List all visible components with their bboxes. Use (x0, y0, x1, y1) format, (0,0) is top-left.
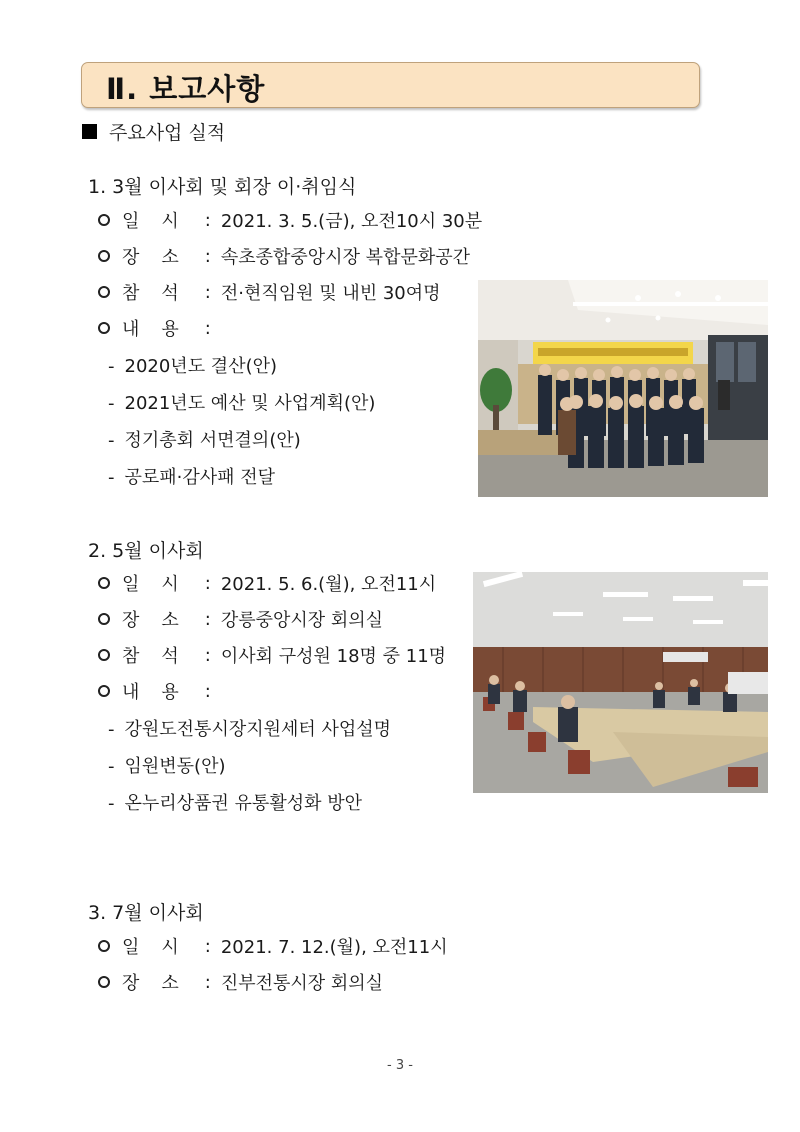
item-1-content-row: 내용 : (98, 315, 221, 341)
date-value: 2021. 7. 12.(월), 오전11시 (220, 937, 448, 958)
item-1-place-row: 장소 : 속초종합중앙시장 복합문화공간 (98, 243, 470, 269)
attend-value: 이사회 구성원 18명 중 11명 (220, 646, 447, 667)
list-item: - 2020년도 결산(안) (108, 356, 278, 377)
circle-bullet-icon (98, 685, 110, 697)
place-value: 강릉중앙시장 회의실 (220, 610, 384, 631)
section-heading-text: 주요사업 실적 (109, 122, 226, 144)
date-label: 일시 (122, 937, 201, 958)
page-title: Ⅱ. 보고사항 (106, 72, 266, 106)
list-item: - 강원도전통시장지원세터 사업설명 (108, 719, 392, 740)
list-item: - 정기총회 서면결의(안) (108, 430, 301, 451)
content-label: 내용 (122, 682, 201, 703)
item-1-heading: 1. 3월 이사회 및 회장 이·취임식 (88, 176, 357, 198)
item-3-date-row: 일시 : 2021. 7. 12.(월), 오전11시 (98, 933, 448, 959)
attend-label: 참석 (122, 646, 201, 667)
section-heading (82, 118, 225, 145)
place-value: 속초종합중앙시장 복합문화공간 (220, 247, 471, 268)
circle-bullet-icon (98, 286, 110, 298)
place-value: 진부전통시장 회의실 (220, 973, 384, 994)
item-2-date-row: 일시 : 2021. 5. 6.(월), 오전11시 (98, 570, 436, 596)
place-label: 장소 (122, 247, 201, 268)
attend-value: 전·현직임원 및 내빈 30여명 (220, 283, 441, 304)
item-3-place-row: 장소 : 진부전통시장 회의실 (98, 969, 383, 995)
place-label: 장소 (122, 610, 201, 631)
circle-bullet-icon (98, 577, 110, 589)
date-label: 일시 (122, 574, 201, 595)
item-2-attend-row: 참석 : 이사회 구성원 18명 중 11명 (98, 642, 446, 668)
item-3-heading: 3. 7월 이사회 (88, 902, 204, 924)
date-label: 일시 (122, 211, 201, 232)
item-1-date-row: 일시 : 2021. 3. 5.(금), 오전10시 30분 (98, 207, 482, 233)
date-value: 2021. 3. 5.(금), 오전10시 30분 (220, 211, 483, 232)
circle-bullet-icon (98, 976, 110, 988)
list-item: - 2021년도 예산 및 사업계획(안) (108, 393, 376, 414)
item-2-content-row: 내용 : (98, 678, 221, 704)
meeting-room-photo (473, 572, 768, 793)
ceremony-group-photo (478, 280, 768, 497)
list-item: - 공로패·감사패 전달 (108, 467, 276, 488)
circle-bullet-icon (98, 322, 110, 334)
list-item: - 임원변동(안) (108, 756, 226, 777)
date-value: 2021. 5. 6.(월), 오전11시 (220, 574, 437, 595)
circle-bullet-icon (98, 250, 110, 262)
place-label: 장소 (122, 973, 201, 994)
list-item: - 온누리상품권 유통활성화 방안 (108, 793, 362, 814)
circle-bullet-icon (98, 940, 110, 952)
section-title-box (81, 62, 700, 108)
item-2-place-row: 장소 : 강릉중앙시장 회의실 (98, 606, 383, 632)
attend-label: 참석 (122, 283, 201, 304)
square-bullet-icon (82, 124, 97, 139)
circle-bullet-icon (98, 613, 110, 625)
page-number: - 3 - (387, 1058, 413, 1073)
item-2-heading: 2. 5월 이사회 (88, 540, 204, 562)
content-label: 내용 (122, 319, 201, 340)
circle-bullet-icon (98, 649, 110, 661)
circle-bullet-icon (98, 214, 110, 226)
item-1-attend-row: 참석 : 전·현직임원 및 내빈 30여명 (98, 279, 441, 305)
